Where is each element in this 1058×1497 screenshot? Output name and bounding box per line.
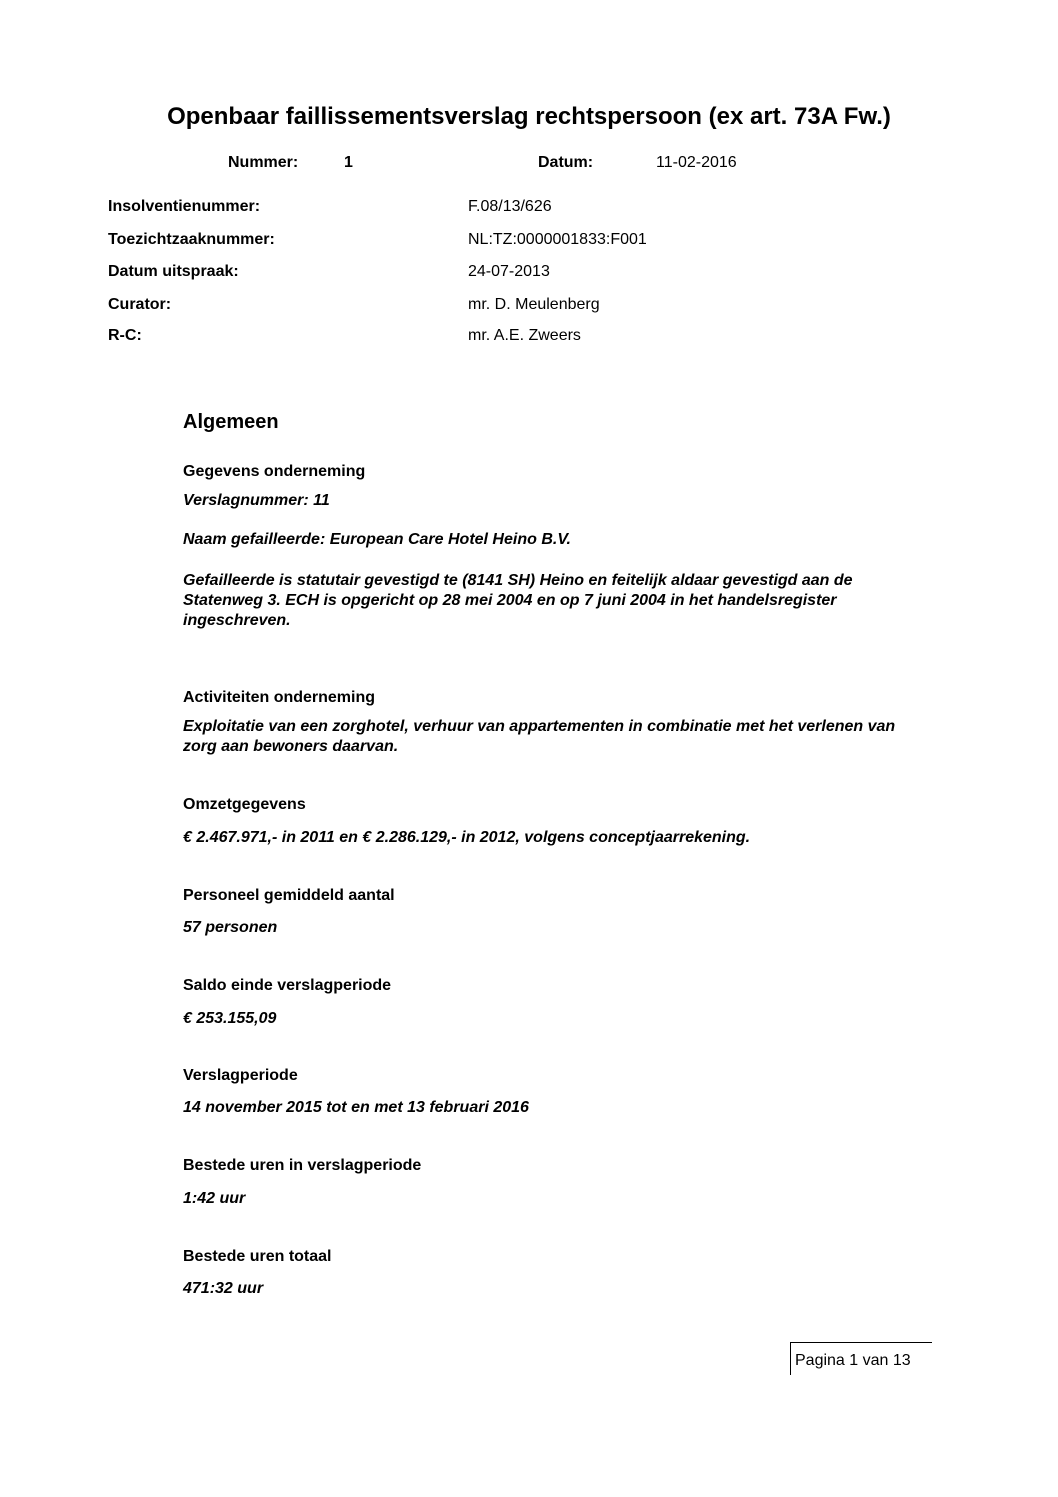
document-title: Openbaar faillissementsverslag rechtspersoon (ex art. 73A Fw.) [167,103,891,130]
activiteiten-text: Exploitatie van een zorghotel, verhuur van appartementen in combinatie met het verlenen van zorg aan bewoners daarvan. [183,718,896,755]
saldo-heading: Saldo einde verslagperiode [183,977,392,994]
datum-uitspraak-label: Datum uitspraak: [108,263,239,280]
datum-value: 11-02-2016 [656,154,737,171]
toezichtzaaknummer-label: Toezichtzaaknummer: [108,231,275,248]
insolventienummer-value: F.08/13/626 [468,198,552,215]
rc-value: mr. A.E. Zweers [468,327,581,344]
toezichtzaaknummer-value: NL:TZ:0000001833:F001 [468,231,647,248]
omzet-text: € 2.467.971,- in 2011 en € 2.286.129,- in 2012, volgens conceptjaarrekening. [183,829,751,846]
verslagnummer-text: Verslagnummer: 11 [183,492,330,509]
personeel-heading: Personeel gemiddeld aantal [183,887,395,904]
vestiging-text: Gefailleerde is statutair gevestigd te (8141 SH) Heino en feitelijk aldaar gevestigd aan de Statenweg 3. ECH is opgericht op 28 mei 2004 en op 7 juni 2004 in het handelsregister ingeschreven. [183,572,853,629]
naam-gefailleerde-text: Naam gefailleerde: European Care Hotel Heino B.V. [183,531,571,548]
datum-uitspraak-value: 24-07-2013 [468,263,550,280]
curator-value: mr. D. Meulenberg [468,296,600,313]
section-title-algemeen: Algemeen [183,411,279,433]
nummer-label: Nummer: [228,154,299,171]
datum-label: Datum: [538,154,594,171]
personeel-text: 57 personen [183,919,278,936]
insolventienummer-label: Insolventienummer: [108,198,261,215]
verslagperiode-heading: Verslagperiode [183,1067,298,1084]
rc-label: R-C: [108,327,142,344]
nummer-value: 1 [344,154,353,171]
uren-periode-text: 1:42 uur [183,1190,246,1207]
page-number: Pagina 1 van 13 [790,1342,932,1375]
uren-totaal-heading: Bestede uren totaal [183,1248,332,1265]
omzet-heading: Omzetgegevens [183,796,306,813]
activiteiten-heading: Activiteiten onderneming [183,689,376,706]
saldo-text: € 253.155,09 [183,1010,277,1027]
curator-label: Curator: [108,296,172,313]
gegevens-heading: Gegevens onderneming [183,463,366,480]
uren-periode-heading: Bestede uren in verslagperiode [183,1157,422,1174]
verslagperiode-text: 14 november 2015 tot en met 13 februari 2016 [183,1099,529,1116]
uren-totaal-text: 471:32 uur [183,1280,264,1297]
